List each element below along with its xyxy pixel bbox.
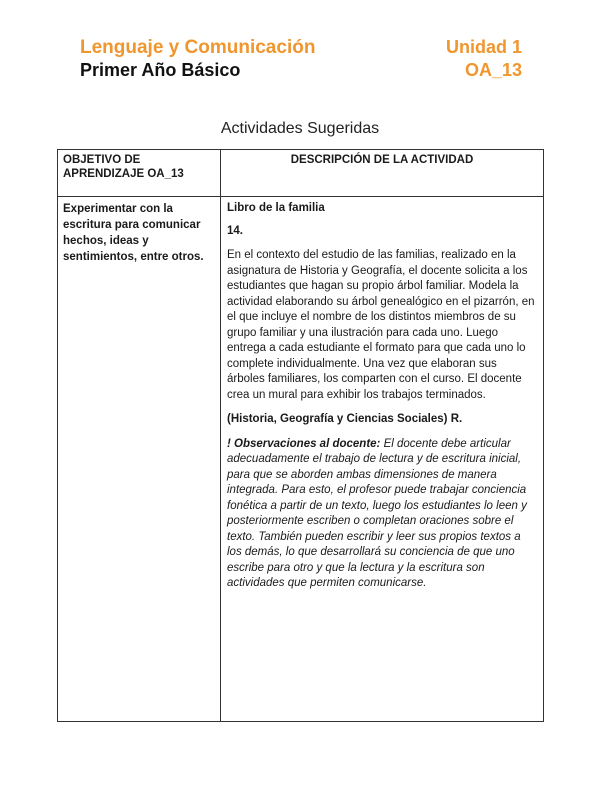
activity-title: Libro de la familia — [227, 202, 325, 214]
oa-code-label: OA_13 — [464, 60, 522, 80]
description-column-header: DESCRIPCIÓN DE LA ACTIVIDAD — [221, 150, 544, 197]
teacher-note — [227, 437, 537, 592]
description-cell — [221, 197, 544, 722]
objective-cell: Experimentar con la escritura para comunicar hechos, ideas y sentimientos, entre otros. — [58, 197, 221, 722]
teacher-note-lead: ! Observaciones al docente: — [227, 437, 381, 450]
objective-column-header: OBJETIVO DE APRENDIZAJE OA_13 — [58, 150, 221, 197]
grade-label: Primer Año Básico — [80, 60, 241, 80]
teacher-note-body: El docente debe articular adecuadamente el trabajo de lectura y de escritura inicial, para que se aborden ambas dimensiones de manera integrada. Para esto, el profesor puede trabajar conciencia fonética a partir de un texto, luego los estudiantes lo leen y posteriormente escriben o completan oraciones sobre el texto. También pueden escribir y leer sus propios textos a los demás, lo que desarrollará su conciencia de que uno escribe para otro y que la lectura y la escritura son actividades que permiten comunicarse. — [227, 437, 527, 589]
unit-label: Unidad 1 — [445, 37, 522, 57]
activity-number: 14. — [227, 224, 243, 237]
section-title: Actividades Sugeridas — [220, 120, 380, 137]
subject-reference: (Historia, Geografía y Ciencias Sociales) R. — [227, 413, 463, 425]
document-header — [80, 36, 522, 81]
subject-title: Lenguaje y Comunicación — [80, 37, 316, 58]
table-row — [58, 197, 544, 722]
activity-body: En el contexto del estudio de las familias, realizado en la asignatura de Historia y Geografía, el docente solicita a los estudiantes que hagan su propio árbol familiar. Modela la actividad elaborando su árbol genealógico en el pizarrón, en el que incluye el nombre de los distintos miembros de su grupo familiar y una ilustración para cada uno. Luego entrega a cada estudiante el formato para que cada uno lo complete individualmente. Una vez que elaboran sus árboles familiares, los comparten con el curso. El docente crea un mural para exhibir los trabajos terminados. — [227, 249, 535, 401]
header-row-top — [80, 36, 522, 59]
activities-table — [57, 149, 544, 722]
header-row-bottom — [80, 59, 522, 81]
table-header-row — [58, 150, 544, 197]
